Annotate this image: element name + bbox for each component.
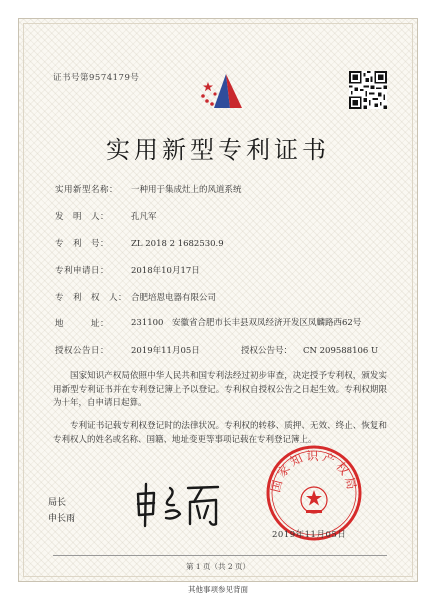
patent-office-emblem-icon [198,72,244,112]
certificate-number: 证书号第9574179号 [53,73,140,83]
commissioner-name: 申长雨 [48,514,76,524]
field-value: 一种用于集成灶上的风道系统 [131,185,242,195]
field-label: 发 明 人： [55,212,110,222]
handwritten-signature [130,480,225,530]
seal-date: 2019年11月05日 [272,530,347,540]
statement-paragraph-1: 国家知识产权局依照中华人民共和国专利法经过初步审查，决定授予专利权，颁发实用新型专利证书并在专利登记簿上予以登记。专利权自授权公告之日起生效。专利权期限为十年，自申请日起算。 [53,371,387,408]
field-row-address [55,317,131,329]
field-label: 专 利 权 人： [55,293,128,303]
seal-text: 国家知识产权局 [268,448,360,494]
field-label: 实用新型名称： [55,185,119,195]
field-value: 合肥培恩电器有限公司 [131,293,217,303]
field-row-patentee [55,291,216,303]
qr-code-icon [349,71,387,109]
field-label: 地 址： [55,319,110,329]
page-number: 第 1 页（共 2 页） [185,562,251,571]
back-note: 其他事项参见背面 [188,585,248,594]
field-value: 2018年10月17日 [131,266,200,276]
grant-date-value: 2019年11月05日 [131,346,200,356]
grant-date-label: 授权公告日： [55,346,110,356]
commissioner-block [48,495,75,527]
address-value: 231100 安徽省合肥市长丰县双凤经济开发区凤麟路西62号 [131,318,362,328]
field-value: 孔凡军 [131,212,157,222]
field-label: 专 利 号： [55,239,110,249]
statement-paragraph-2: 专利证书记载专利权登记时的法律状况。专利权的转移、质押、无效、终止、恢复和专利权人的姓名或名称、国籍、地址变更等事项记载在专利登记簿上。 [53,421,387,445]
field-row-name [55,183,242,195]
field-row-grant [55,344,378,356]
grant-pub-label: 授权公告号： [241,346,293,356]
footer-divider [53,555,387,556]
field-value: ZL 2018 2 1682530.9 [131,239,224,249]
field-row-filing-date [55,264,200,276]
field-row-patent-number [55,237,224,249]
certificate-title: 实用新型专利证书 [106,136,330,164]
field-label: 专利申请日： [55,266,110,276]
grant-pub-value: CN 209588106 U [303,346,379,356]
field-row-inventor [55,210,157,222]
commissioner-title: 局长 [48,498,67,508]
